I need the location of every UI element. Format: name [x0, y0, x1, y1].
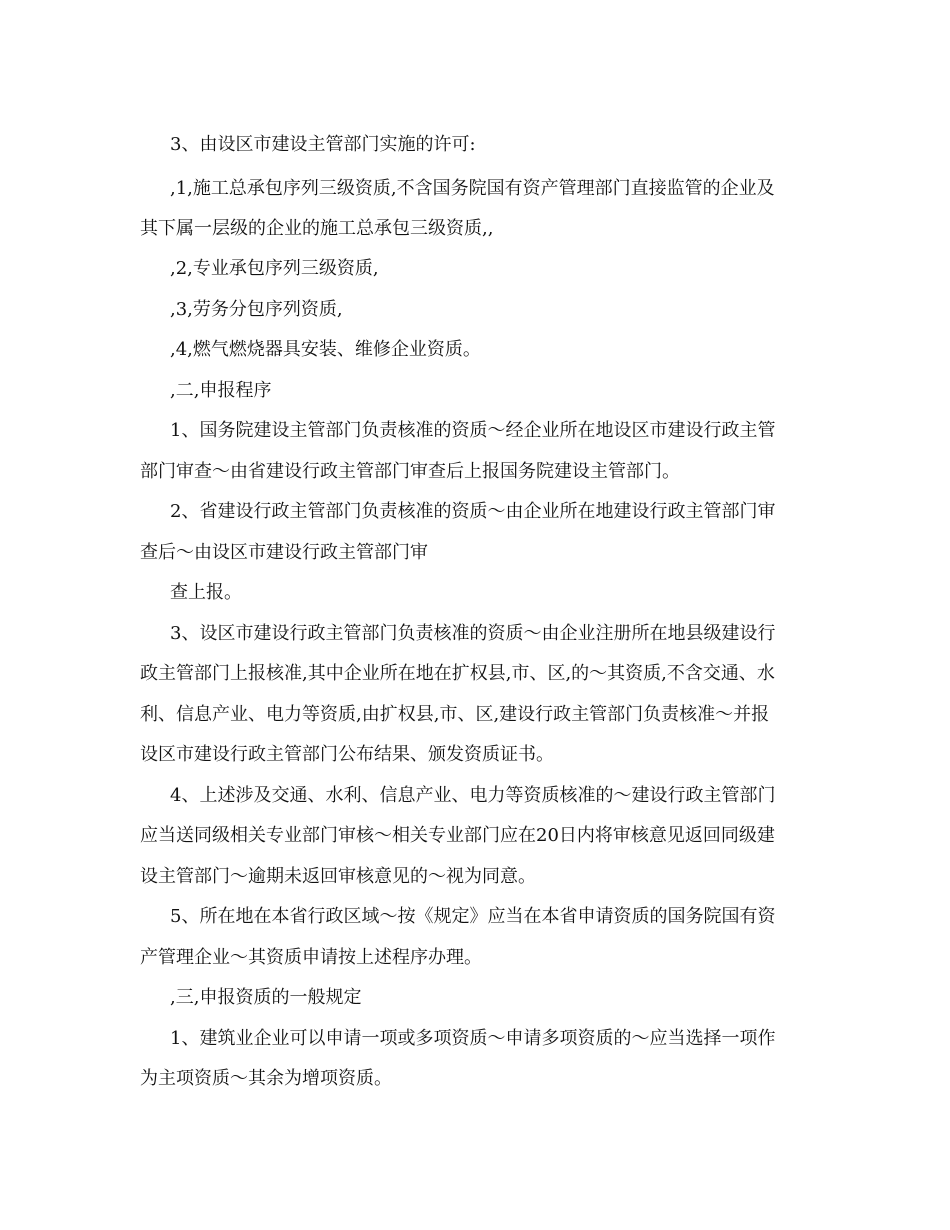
text-line: 2、省建设行政主管部门负责核准的资质～由企业所在地建设行政主管部门审 [170, 501, 776, 522]
text-line: 1、国务院建设主管部门负责核准的资质～经企业所在地设区市建设行政主管 [170, 420, 776, 441]
text-line: 3、由设区市建设主管部门实施的许可: [170, 134, 476, 155]
text-line: 为主项资质～其余为增项资质。 [140, 1068, 392, 1089]
text-line: ,3,劳务分包序列资质, [170, 299, 343, 320]
text-line: 查后～由设区市建设行政主管部门审 [140, 542, 428, 563]
text-line: 应当送同级相关专业部门审核～相关专业部门应在20日内将审核意见返回同级建 [140, 825, 775, 846]
text-line: 利、信息产业、电力等资质,由扩权县,市、区,建设行政主管部门负责核准～并报 [140, 704, 770, 725]
text-line: ,4,燃气燃烧器具安装、维修企业资质。 [170, 339, 481, 360]
section-heading: ,二,申报程序 [170, 380, 272, 401]
text-line: 3、设区市建设行政主管部门负责核准的资质～由企业注册所在地县级建设行 [170, 623, 776, 644]
text-line: ,2,专业承包序列三级资质, [170, 258, 379, 279]
text-line: 设主管部门～逾期未返回审核意见的～视为同意。 [140, 866, 536, 887]
text-line: 5、所在地在本省行政区域～按《规定》应当在本省申请资质的国务院国有资 [170, 906, 776, 927]
text-line: 查上报。 [170, 582, 242, 603]
text-line: 政主管部门上报核准,其中企业所在地在扩权县,市、区,的～其资质,不含交通、水 [140, 663, 775, 684]
text-line: 其下属一层级的企业的施工总承包三级资质,, [140, 218, 494, 239]
text-line: 部门审查～由省建设行政主管部门审查后上报国务院建设主管部门。 [140, 461, 680, 482]
text-line: 产管理企业～其资质申请按上述程序办理。 [140, 947, 482, 968]
text-line: 4、上述涉及交通、水利、信息产业、电力等资质核准的～建设行政主管部门 [170, 785, 776, 806]
section-heading: ,三,申报资质的一般规定 [170, 987, 362, 1008]
text-line: ,1,施工总承包序列三级资质,不含国务院国有资产管理部门直接监管的企业及 [170, 178, 775, 199]
text-line: 设区市建设行政主管部门公布结果、颁发资质证书。 [140, 744, 554, 765]
text-line: 1、建筑业企业可以申请一项或多项资质～申请多项资质的～应当选择一项作 [170, 1028, 776, 1049]
